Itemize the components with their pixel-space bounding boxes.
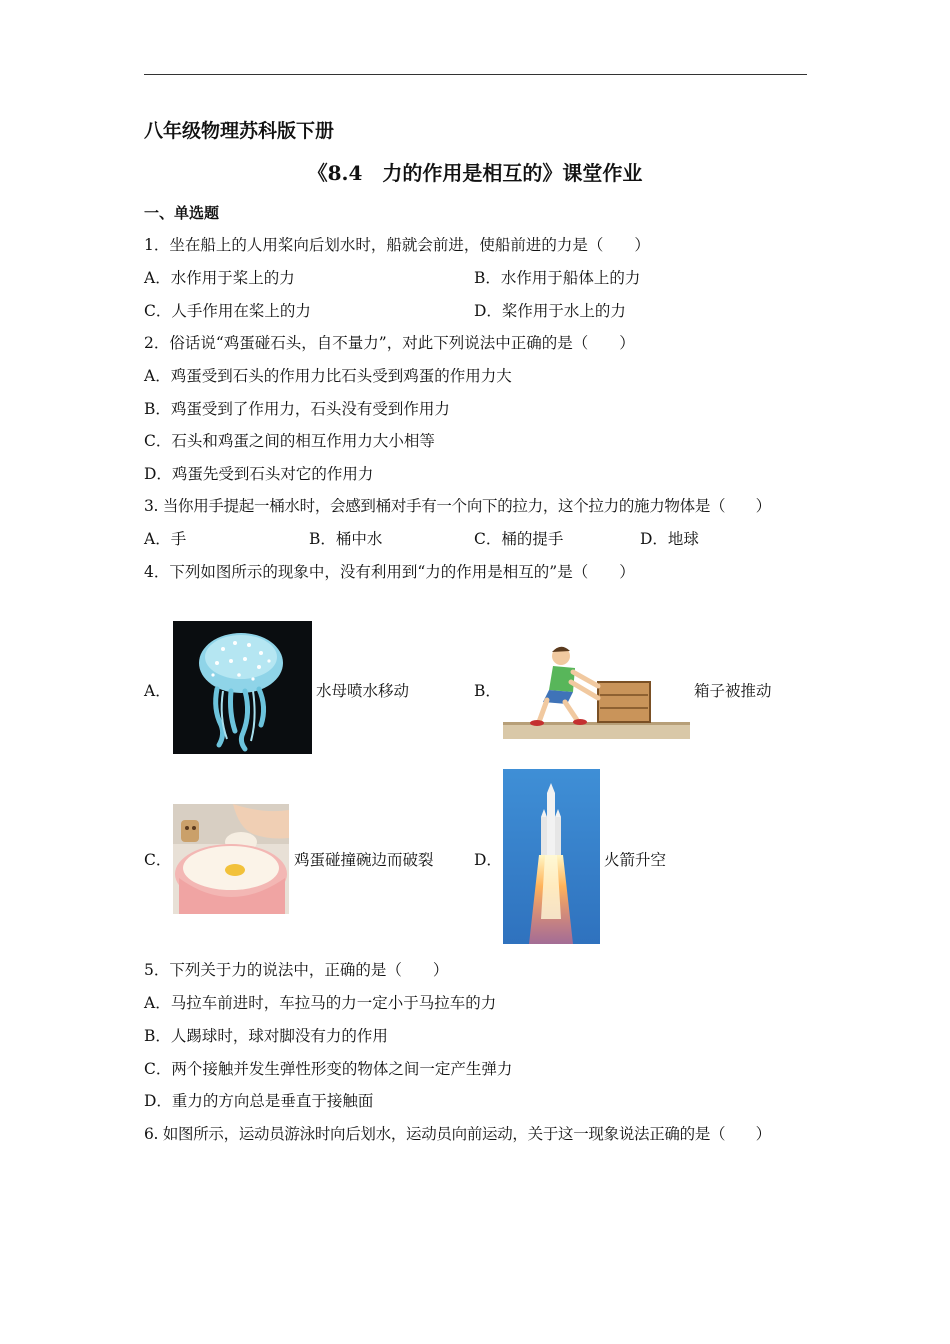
question-1-option-a: A．水作用于桨上的力 <box>144 269 295 287</box>
question-1-stem: 1．坐在船上的人用桨向后划水时，船就会前进，使船前进的力是（ ） <box>144 236 650 254</box>
question-4-option-b-letter: B． <box>474 682 501 700</box>
question-5-option-d: D．重力的方向总是垂直于接触面 <box>144 1092 374 1110</box>
question-4-option-d-caption: 火箭升空 <box>604 851 667 869</box>
question-4-option-c-caption: 鸡蛋碰撞碗边而破裂 <box>294 851 434 869</box>
question-6-stem: 6. 如图所示，运动员游泳时向后划水，运动员向前运动，关于这一现象说法正确的是（ ） <box>144 1125 771 1143</box>
question-3-option-b: B．桶中水 <box>309 530 383 548</box>
grade-heading: 八年级物理苏科版下册 <box>144 120 335 142</box>
question-4-option-a-caption: 水母喷水移动 <box>316 682 410 700</box>
section-heading: 一、单选题 <box>144 204 220 222</box>
question-1-option-b: B．水作用于船体上的力 <box>474 269 641 287</box>
question-5-option-a: A．马拉车前进时，车拉马的力一定小于马拉车的力 <box>144 994 497 1012</box>
question-2-stem: 2．俗话说“鸡蛋碰石头，自不量力”，对此下列说法中正确的是（ ） <box>144 334 635 352</box>
question-2-option-d: D．鸡蛋先受到石头对它的作用力 <box>144 465 374 483</box>
question-2-option-a: A．鸡蛋受到石头的作用力比石头受到鸡蛋的作用力大 <box>144 367 512 385</box>
question-3-option-d: D．地球 <box>640 530 699 548</box>
question-1-option-d: D．桨作用于水上的力 <box>474 302 626 320</box>
question-2-option-c: C．石头和鸡蛋之间的相互作用力大小相等 <box>144 432 435 450</box>
rocket-launch-image <box>503 769 600 944</box>
question-2-option-b: B．鸡蛋受到了作用力，石头没有受到作用力 <box>144 400 450 418</box>
page-title: 《8.4 力的作用是相互的》课堂作业 <box>307 161 643 185</box>
pushing-box-image <box>503 642 690 739</box>
question-4-option-d-letter: D． <box>474 851 502 869</box>
question-4-option-c-letter: C． <box>144 851 172 869</box>
question-4-option-a-letter: A． <box>144 682 171 700</box>
question-3-option-a: A．手 <box>144 530 187 548</box>
question-1-option-c: C．人手作用在桨上的力 <box>144 302 311 320</box>
header-rule <box>144 74 807 75</box>
question-5-option-b: B．人踢球时，球对脚没有力的作用 <box>144 1027 388 1045</box>
question-3-stem: 3. 当你用手提起一桶水时，会感到桶对手有一个向下的拉力，这个拉力的施力物体是（ ） <box>144 497 771 515</box>
egg-bowl-image <box>173 804 289 914</box>
question-5-stem: 5．下列关于力的说法中，正确的是（ ） <box>144 961 449 979</box>
question-4-stem: 4．下列如图所示的现象中，没有利用到“力的作用是相互的”是（ ） <box>144 563 635 581</box>
question-5-option-c: C．两个接触并发生弹性形变的物体之间一定产生弹力 <box>144 1060 513 1078</box>
jellyfish-image <box>173 621 312 754</box>
question-4-option-b-caption: 箱子被推动 <box>694 682 772 700</box>
question-3-option-c: C．桶的提手 <box>474 530 564 548</box>
